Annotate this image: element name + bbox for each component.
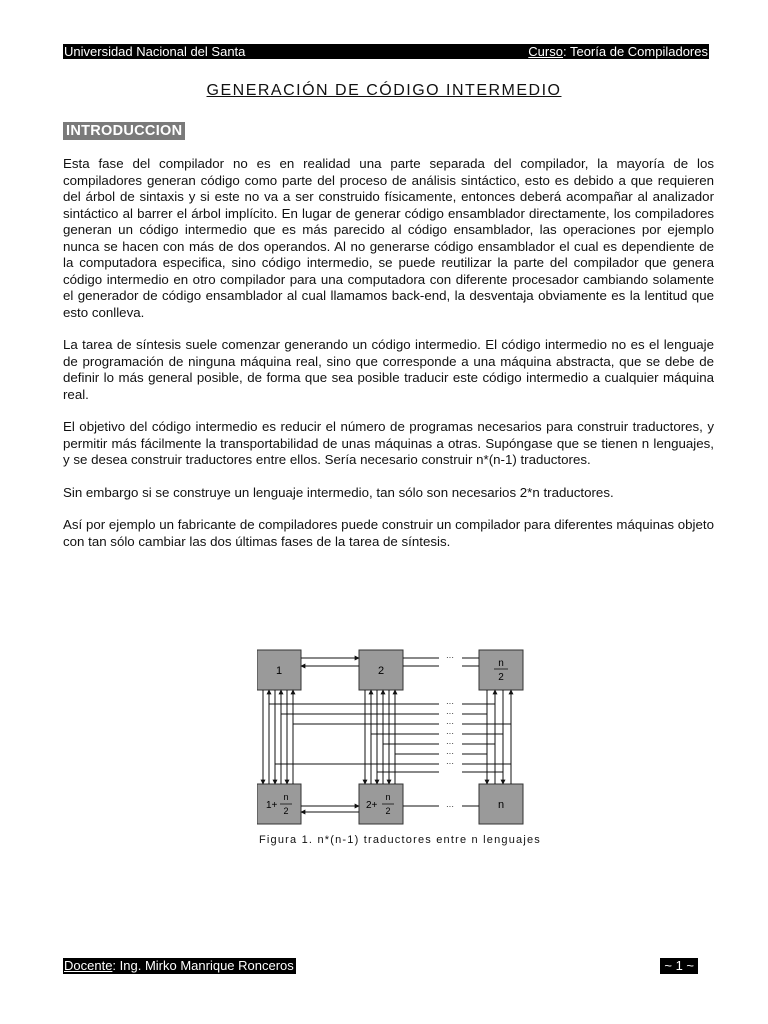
- node-label: 1: [275, 665, 283, 677]
- docente-label: Docente: [64, 958, 113, 973]
- node-label: n: [283, 792, 289, 802]
- institution-name: Universidad Nacional del Santa: [64, 44, 246, 59]
- docente-value: : Ing. Mirko Manrique Ronceros: [112, 958, 294, 973]
- paragraph: El objetivo del código intermedio es reducir el número de programas necesarios para construir traductores, y permitir más fácilmente la transportabilidad de unas máquinas a otras. Supóngase que se tienen n lenguajes, y se desea construir traductores entre ellos. Sería necesario construir n*(n-1) traductores.: [63, 419, 714, 467]
- node-label: n: [498, 658, 504, 669]
- node-label: 2: [385, 806, 391, 816]
- ellipsis-label: ···: [446, 759, 454, 768]
- paragraph: Así por ejemplo un fabricante de compiladores puede construir un compilador para diferentes máquinas objeto con tan sólo cambiar las dos últimas fases de la tarea de síntesis.: [63, 517, 714, 549]
- node-label: 2+: [366, 800, 378, 811]
- translators-diagram: [257, 646, 527, 826]
- ellipsis-label: ···: [446, 749, 454, 758]
- ellipsis-label: ···: [446, 719, 454, 728]
- node-top-n-half: [479, 650, 523, 690]
- ellipsis-label: ···: [446, 729, 454, 738]
- node-label: n: [497, 799, 505, 811]
- ellipsis-label: ···: [446, 739, 454, 748]
- node-label: 2: [498, 672, 504, 683]
- page-number: ~ 1 ~: [660, 958, 698, 974]
- section-heading: INTRODUCCION: [63, 122, 185, 140]
- ellipsis-label: ···: [446, 709, 454, 718]
- body-text: [63, 156, 714, 566]
- node-label: 1+: [266, 800, 278, 811]
- node-label: 2: [283, 806, 289, 816]
- figure-caption: Figura 1. n*(n-1) traductores entre n lenguajes: [258, 834, 542, 846]
- course-value: : Teoría de Compiladores: [562, 44, 708, 59]
- page-footer: [63, 958, 698, 974]
- ellipsis-label: ···: [446, 802, 454, 811]
- ellipsis-label: ···: [446, 699, 454, 708]
- ellipsis-label: ···: [446, 653, 454, 662]
- paragraph: La tarea de síntesis suele comenzar generando un código intermedio. El código intermedio no es el lenguaje de programación de ninguna máquina real, sino que corresponde a una máquina abstracta, que se debe de definir lo más general posible, de forma que sea posible traducir este código intermedio a cualquier máquina real.: [63, 337, 714, 402]
- paragraph: Sin embargo si se construye un lenguaje intermedio, tan sólo son necesarios 2*n traductores.: [63, 484, 614, 500]
- course-label: Curso: [528, 44, 563, 59]
- paragraph: Esta fase del compilador no es en realidad una parte separada del compilador, la mayoría de los compiladores generan código como parte del proceso de análisis sintáctico, esto es debido a que requieren del árbol de sintaxis y si este no va a ser construido físicamente, entonces deberá acompañar al analizador sintáctico al barrer el árbol implícito. En lugar de generar código ensamblador directamente, los compiladores generan un código intermedio que es más parecido al código ensamblador, las operaciones por ejemplo nunca se hacen con más de dos operandos. Al no generarse código ensamblador el cual es dependiente de la computadora especifica, sino código intermedio, se puede reutilizar la parte del compilador que genera código intermedio en otro compilador para una computadora con diferente procesador cambiando solamente el generador de código ensamblador al cual llamamos back-end, la desventaja obviamente es la lentitud que esto conlleva.: [63, 156, 714, 320]
- node-bottom-1: [257, 784, 301, 824]
- node-label: n: [385, 792, 391, 802]
- course-info: [528, 44, 708, 59]
- page-title: GENERACIÓN DE CÓDIGO INTERMEDIO: [206, 82, 562, 99]
- docente-info: [63, 958, 296, 974]
- page-header: [63, 44, 709, 59]
- node-label: 2: [377, 665, 385, 677]
